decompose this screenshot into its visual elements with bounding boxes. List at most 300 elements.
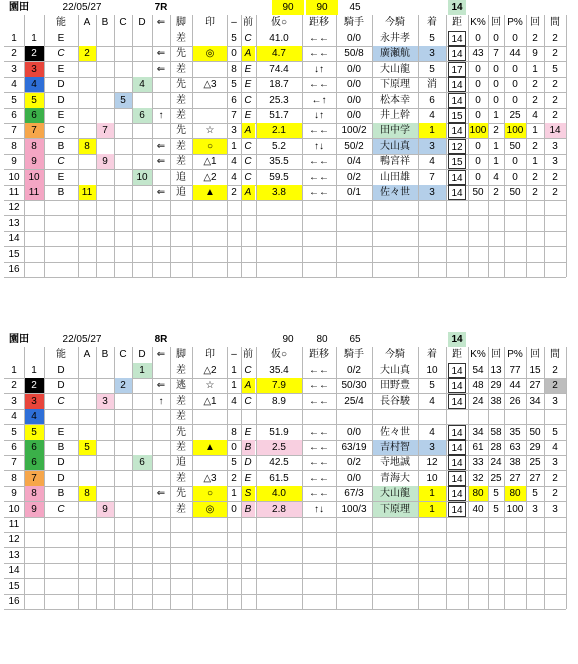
- row-number: 1: [11, 33, 17, 44]
- col-divider: [44, 347, 45, 609]
- finish-cell: 4: [429, 110, 435, 121]
- jockey-record: 50/30: [341, 380, 367, 392]
- grade-cell: A: [241, 378, 255, 393]
- mark-cell: △2: [203, 171, 217, 183]
- distance-move: ←←: [309, 380, 329, 392]
- col-divider: [526, 15, 527, 277]
- score-b: 9: [96, 502, 114, 517]
- finish-cell: 3: [418, 139, 446, 154]
- p-percent: 38: [509, 457, 521, 469]
- mark-cell: △3: [203, 79, 217, 91]
- jockey-name: 佐々世: [380, 426, 410, 438]
- row-number: 12: [8, 534, 20, 546]
- mark-cell: △1: [203, 156, 217, 168]
- rank-cap: B: [57, 488, 65, 500]
- style-cell: 追: [176, 187, 186, 198]
- header-b: B: [101, 17, 109, 28]
- frame-cell: 8: [231, 63, 237, 75]
- header-kyori: 距移: [309, 349, 329, 360]
- p-percent: 100: [506, 503, 524, 515]
- odds-cell: 51.9: [269, 426, 289, 438]
- row-number: 16: [8, 264, 20, 275]
- col-divider: [241, 347, 242, 609]
- p-percent: 44: [509, 48, 521, 60]
- mark-cell: △3: [203, 472, 217, 484]
- distance-move: ←←: [309, 156, 329, 168]
- rank-cap: B: [57, 442, 65, 453]
- distance-move: ←←: [309, 457, 329, 469]
- jockey-name: 長谷駿: [380, 395, 410, 407]
- header-kan: 間: [550, 17, 560, 28]
- interval-cell: 3: [552, 140, 558, 152]
- finish-cell: 12: [426, 457, 438, 469]
- k-count: 1: [493, 140, 499, 152]
- grade-cell: A: [241, 46, 255, 61]
- dist-cell: 14: [448, 502, 466, 517]
- distance-move: ↑↓: [314, 503, 324, 515]
- frame-cell: 1: [231, 140, 237, 152]
- row-number: 6: [11, 110, 17, 121]
- row-number: 15: [8, 248, 20, 260]
- rank-cap: E: [57, 33, 65, 44]
- frame-cell: 4: [231, 156, 237, 168]
- header-kk: 回: [491, 17, 501, 28]
- p-count: 1: [532, 156, 538, 168]
- jockey-record: 0/0: [347, 426, 361, 438]
- col-divider: [566, 15, 567, 277]
- header-kk: 回: [491, 349, 501, 360]
- arrow: ↑: [158, 395, 164, 407]
- k-percent: 0: [475, 79, 481, 91]
- header-dist: 距: [452, 349, 462, 360]
- p-percent: 80: [504, 486, 526, 501]
- p-percent: 35: [509, 426, 521, 438]
- dist-cell: 14: [448, 440, 466, 455]
- distance-move: ←←: [309, 79, 329, 91]
- col-divider: [132, 347, 133, 609]
- distance-badge: 14: [448, 0, 466, 15]
- rank-cap: C: [57, 125, 65, 137]
- header-shirushi: 印: [205, 349, 215, 360]
- rank-cap: D: [57, 457, 65, 469]
- p-percent: 50: [509, 140, 521, 152]
- jockey-record: 0/1: [347, 187, 361, 198]
- col-divider: [132, 15, 133, 277]
- k-count: 0: [493, 63, 499, 75]
- rank-cap: E: [57, 426, 65, 438]
- col-divider: [418, 347, 419, 609]
- header-c: C: [119, 349, 127, 360]
- p-percent: 0: [512, 33, 518, 44]
- grade-cell: A: [241, 185, 255, 200]
- jockey-name: 青海大: [380, 472, 410, 484]
- dist-cell: 14: [448, 425, 466, 440]
- col-divider: [544, 15, 545, 277]
- frame-cell: 1: [231, 365, 237, 376]
- odds-cell: 35.5: [269, 156, 289, 168]
- header-mark: 前: [243, 17, 253, 28]
- arrow: ⇐: [156, 488, 166, 500]
- style-cell: 差: [176, 33, 186, 44]
- k-count: 0: [493, 33, 499, 44]
- distance-move: ←←: [309, 33, 329, 44]
- rank-cap: D: [57, 380, 65, 392]
- k-count: 2: [493, 187, 499, 198]
- odds-cell: 8.9: [272, 395, 286, 407]
- col-divider: [152, 15, 153, 277]
- rank-cap: C: [57, 395, 65, 407]
- row-number: 9: [11, 488, 17, 500]
- rank-cap: C: [57, 503, 65, 515]
- grade-cell: E: [244, 472, 252, 484]
- k-count: 25: [490, 472, 502, 484]
- odds-cell: 42.5: [269, 457, 289, 469]
- rank-cap: B: [57, 187, 65, 198]
- header-rec: 騎手: [344, 17, 364, 28]
- header-p: P%: [507, 349, 523, 360]
- jockey-record: 63/19: [341, 442, 367, 453]
- jockey-record: 0/0: [347, 79, 361, 91]
- row-divider: [4, 246, 566, 247]
- jockey-record: 50/2: [344, 140, 364, 152]
- grade-cell: A: [241, 123, 255, 138]
- rank-cap: E: [57, 63, 65, 75]
- col-divider: [227, 347, 228, 609]
- bracket-number: 6: [24, 108, 44, 123]
- score-b: 9: [96, 154, 114, 169]
- distance-move: ←←: [309, 395, 329, 407]
- row-divider: [4, 563, 566, 564]
- p-percent: 100: [504, 123, 526, 138]
- mark-cell: ◎: [193, 46, 227, 61]
- dist-cell: 15: [448, 154, 466, 169]
- col-divider: [256, 15, 257, 277]
- interval-cell: 2: [552, 171, 558, 183]
- grade-cell: D: [244, 457, 252, 469]
- distance-badge: 14: [448, 332, 466, 347]
- header-kan: 間: [550, 349, 560, 360]
- col-divider: [488, 347, 489, 609]
- distance-move: ←←: [309, 48, 329, 60]
- mark-cell: ○: [193, 486, 227, 501]
- dist-cell: 14: [448, 378, 466, 393]
- row-divider: [4, 215, 566, 216]
- p-count: 15: [529, 365, 541, 376]
- distance-move: ←←: [309, 171, 329, 183]
- arrow: ⇐: [156, 380, 166, 392]
- frame-cell: 2: [231, 187, 237, 198]
- header-cap: 能: [56, 349, 66, 360]
- score-a: 8: [78, 139, 96, 154]
- jockey-name: 大山真: [380, 365, 410, 376]
- distance-move: ←←: [309, 442, 329, 453]
- col-divider: [468, 347, 469, 609]
- col-divider: [544, 347, 545, 609]
- header-jockey: 今騎: [385, 17, 405, 28]
- grade-cell: C: [244, 365, 252, 376]
- col-divider: [192, 15, 193, 277]
- rank-cap: D: [57, 472, 65, 484]
- p-count: 1: [532, 125, 538, 137]
- row-number: 13: [8, 549, 20, 561]
- interval-cell: 2: [552, 488, 558, 500]
- frame-cell: 1: [231, 488, 237, 500]
- metric-2: 90: [306, 0, 338, 15]
- header-pk: 回: [530, 349, 540, 360]
- header-odds: 仮○: [270, 349, 288, 360]
- style-cell: 追: [176, 171, 186, 183]
- dist-cell: 15: [448, 108, 466, 123]
- header-mark: 前: [243, 349, 253, 360]
- rank-cap: C: [57, 156, 65, 168]
- mark-cell: ○: [193, 139, 227, 154]
- col-divider: [526, 347, 527, 609]
- frame-cell: 4: [231, 395, 237, 407]
- k-percent: 0: [475, 63, 481, 75]
- score-d: 10: [132, 170, 152, 185]
- k-count: 0: [493, 79, 499, 91]
- interval-cell: 2: [552, 94, 558, 106]
- jockey-name: 廣瀬航: [372, 46, 418, 61]
- jockey-name: 吉村智: [372, 440, 418, 455]
- finish-cell: 4: [429, 395, 435, 407]
- distance-move: ↓↑: [314, 110, 324, 121]
- dist-cell: 14: [448, 471, 466, 486]
- p-count: 9: [532, 48, 538, 60]
- k-percent: 34: [472, 426, 484, 438]
- col-divider: [241, 15, 242, 277]
- col-divider: [96, 15, 97, 277]
- row-number: 4: [11, 79, 17, 91]
- header-k: K%: [470, 17, 486, 28]
- grade-cell: C: [244, 94, 252, 106]
- mark-cell: ▲: [193, 440, 227, 455]
- odds-cell: 25.3: [269, 94, 289, 106]
- jockey-record: 0/0: [347, 33, 361, 44]
- col-divider: [336, 347, 337, 609]
- row-divider: [4, 609, 566, 610]
- jockey-record: 100/3: [341, 503, 367, 515]
- p-count: 2: [532, 187, 538, 198]
- p-count: 2: [532, 140, 538, 152]
- jockey-name: 井上幹: [380, 110, 410, 121]
- mark-cell: ▲: [193, 185, 227, 200]
- grade-cell: C: [244, 156, 252, 168]
- style-cell: 先: [176, 426, 186, 438]
- p-count: 34: [529, 395, 541, 407]
- row-divider: [4, 594, 566, 595]
- col-divider: [114, 347, 115, 609]
- header-b: B: [101, 349, 109, 360]
- style-cell: 差: [176, 442, 186, 453]
- dist-cell: 14: [448, 31, 466, 46]
- style-cell: 差: [176, 140, 186, 152]
- dist-cell: 14: [448, 170, 466, 185]
- header-a: A: [83, 349, 91, 360]
- style-cell: 先: [176, 79, 186, 91]
- row-number: 14: [8, 233, 20, 245]
- p-count: 50: [529, 426, 541, 438]
- metric-1: 90: [282, 334, 294, 345]
- header-kyaku: 脚: [176, 17, 186, 28]
- header-arr: ⇐: [156, 349, 166, 360]
- row-divider: [4, 277, 566, 278]
- finish-cell: 10: [426, 472, 438, 484]
- row-divider: [4, 532, 566, 533]
- metric-3: 65: [349, 334, 361, 345]
- odds-cell: 18.7: [269, 79, 289, 91]
- col-divider: [418, 15, 419, 277]
- row-number: 13: [8, 217, 20, 229]
- frame-cell: 2: [231, 472, 237, 484]
- dist-cell: 14: [448, 77, 466, 92]
- jockey-name: 田野豊: [380, 380, 410, 392]
- col-divider: [24, 15, 25, 277]
- k-percent: 0: [475, 156, 481, 168]
- finish-cell: 4: [429, 426, 435, 438]
- venue-label: 園田: [9, 334, 29, 345]
- grade-cell: C: [244, 33, 252, 44]
- arrow: ↑: [158, 110, 164, 121]
- finish-cell: 6: [429, 94, 435, 106]
- rank-cap: D: [57, 365, 65, 376]
- bracket-number: 4: [24, 77, 44, 92]
- dist-cell: 14: [448, 93, 466, 108]
- p-percent: 27: [509, 472, 521, 484]
- row-number: 3: [11, 63, 17, 75]
- col-divider: [24, 347, 25, 609]
- k-percent: 33: [472, 457, 484, 469]
- k-percent: 54: [472, 365, 484, 376]
- interval-cell: 3: [552, 156, 558, 168]
- k-count: 58: [490, 426, 502, 438]
- interval-cell: 2: [552, 110, 558, 121]
- k-count: 0: [493, 94, 499, 106]
- col-divider: [78, 347, 79, 609]
- k-count: 5: [493, 488, 499, 500]
- p-percent: 0: [512, 171, 518, 183]
- row-number: 9: [11, 156, 17, 168]
- jockey-name: 鴨宮祥: [380, 156, 410, 168]
- header-d: D: [138, 349, 146, 360]
- odds-cell: 4.7: [256, 46, 302, 61]
- interval-cell: 4: [552, 442, 558, 453]
- style-cell: 差: [176, 472, 186, 484]
- distance-move: ←←: [309, 488, 329, 500]
- odds-cell: 59.5: [269, 171, 289, 183]
- bracket-number: 6: [24, 440, 44, 455]
- p-count: 5: [532, 488, 538, 500]
- grade-cell: E: [244, 110, 252, 121]
- row-number: 1: [11, 365, 17, 376]
- grade-cell: S: [241, 486, 255, 501]
- bracket-number: 5: [24, 93, 44, 108]
- dist-cell: 17: [448, 62, 466, 77]
- row-divider: [4, 547, 566, 548]
- bracket-number: 8: [24, 486, 44, 501]
- interval-cell: 2: [552, 472, 558, 484]
- row-number: 8: [11, 140, 17, 152]
- header-pk: 回: [530, 17, 540, 28]
- header-a: A: [83, 17, 91, 28]
- distance-move: ←←: [309, 365, 329, 376]
- jockey-record: 67/3: [344, 488, 364, 500]
- p-percent: 77: [509, 365, 521, 376]
- header-c: C: [119, 17, 127, 28]
- k-percent: 0: [475, 171, 481, 183]
- k-percent: 80: [468, 486, 488, 501]
- finish-cell: 7: [429, 171, 435, 183]
- col-divider: [192, 347, 193, 609]
- k-count: 1: [493, 110, 499, 121]
- dist-cell: 14: [448, 185, 466, 200]
- k-percent: 100: [469, 125, 487, 137]
- score-d: 1: [132, 363, 152, 378]
- interval-cell: 2: [552, 33, 558, 44]
- k-percent: 0: [475, 140, 481, 152]
- k-percent: 48: [472, 380, 484, 392]
- p-count: 25: [529, 457, 541, 469]
- jockey-record: 0/2: [347, 171, 361, 183]
- score-a: 8: [78, 486, 96, 501]
- row-number: 12: [8, 202, 20, 214]
- jockey-record: 0/0: [347, 94, 361, 106]
- frame-cell: 6: [231, 94, 237, 106]
- header-dist: 距: [452, 17, 462, 28]
- odds-cell: 2.1: [256, 123, 302, 138]
- dist-cell: 14: [448, 486, 466, 501]
- arrow: ⇐: [156, 187, 166, 198]
- odds-cell: 7.9: [256, 378, 302, 393]
- finish-cell: 消: [427, 79, 437, 91]
- odds-cell: 61.5: [269, 472, 289, 484]
- distance-move: ←↑: [311, 94, 327, 106]
- header-k: K%: [470, 349, 486, 360]
- odds-cell: 35.4: [269, 365, 289, 376]
- header-shirushi: 印: [205, 17, 215, 28]
- finish-cell: 3: [418, 440, 446, 455]
- race-date: 22/05/27: [62, 334, 102, 345]
- distance-move: ←←: [309, 426, 329, 438]
- interval-cell: 5: [552, 426, 558, 438]
- finish-cell: 1: [418, 502, 446, 517]
- dist-cell: 14: [448, 123, 466, 138]
- row-number: 8: [11, 472, 17, 484]
- metric-2: 80: [316, 334, 328, 345]
- jockey-name: 大山龍: [380, 63, 410, 75]
- score-d: 6: [132, 455, 152, 470]
- p-count: 27: [529, 380, 541, 392]
- p-percent: 0: [512, 94, 518, 106]
- frame-cell: 5: [231, 79, 237, 91]
- odds-cell: 3.8: [256, 185, 302, 200]
- jockey-record: 100/2: [341, 125, 367, 137]
- score-a: 11: [78, 185, 96, 200]
- finish-cell: 1: [418, 123, 446, 138]
- k-percent: 0: [475, 33, 481, 44]
- bracket-number: 9: [24, 502, 44, 517]
- odds-cell: 41.0: [269, 33, 289, 44]
- frame-cell: 1: [231, 380, 237, 392]
- row-number: 10: [8, 171, 20, 183]
- jockey-name: 下原理: [380, 79, 410, 91]
- score-a: 2: [78, 46, 96, 61]
- jockey-record: 25/4: [344, 395, 364, 407]
- header-frm: –: [231, 349, 237, 360]
- interval-cell: 5: [552, 63, 558, 75]
- style-cell: 差: [176, 94, 186, 106]
- bracket-number: 3: [24, 394, 44, 409]
